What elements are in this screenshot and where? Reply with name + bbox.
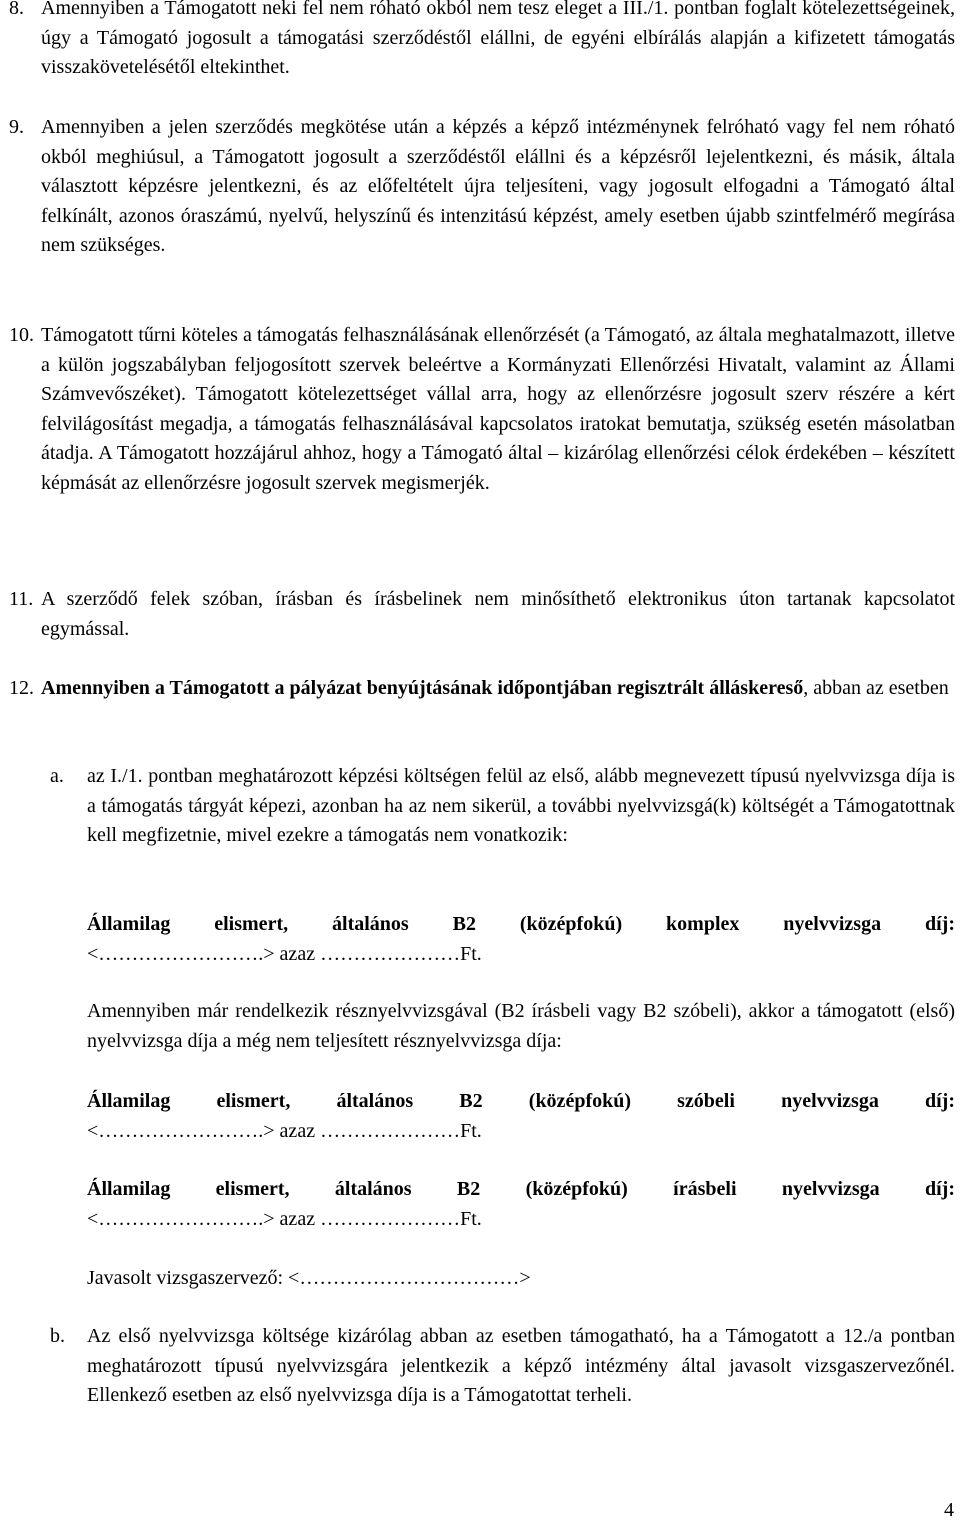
sub-item-b — [50, 1322, 955, 1411]
paragraph-12 — [9, 674, 955, 704]
paragraph-text: Amennyiben a Támogatott neki fel nem róható okból nem tesz eleget a III./1. pontban foglalt kötelezettségeinek, úgy a Támogató jogosult a támogatási szerződéstől elállni, de egyéni elbírálás alapján a kifizetett támogatás visszakövetelésétől eltekinthet. — [41, 0, 955, 79]
partial-exam-text: Amennyiben már rendelkezik résznyelvvizsgával (B2 írásbeli vagy B2 szóbeli), akkor a támogatott (első) nyelvvizsga díja a még nem teljesített résznyelvvizsga díja: — [87, 1000, 955, 1052]
paragraph-11 — [9, 585, 955, 644]
paragraph-number: 10. — [9, 324, 34, 346]
paragraph-text: Támogatott tűrni köteles a támogatás felhasználásának ellenőrzését (a Támogató, az általa meghatalmazott, illetve a külön jogszabályban feljogosított szervek beleértve a Kormányzati Ellenőrzési Hivatalt, valamint az Állami Számvevőszéket). Támogatott kötelezettséget vállal arra, hogy az ellenőrzésre jogosult szerv részére a kért felvilágosítást megadja, a támogatás felhasználásával kapcsolatos iratokat bemutatja, szükség esetén másolatban átadja. A Támogatott hozzájárul ahhoz, hogy a Támogató által – kizárólag ellenőrzési célok érdekében – készített képmását az ellenőrzésre jogosult szervek megismerjék. — [41, 324, 955, 494]
paragraph-text: Amennyiben a jelen szerződés megkötése után a képzés a képző intézménynek felróható vagy fel nem róható okból meghiúsul, a Támogatott jogosult a szerződéstől elállni és a képzésről lejelentkezni, és másik, általa választott képzésre jelentkezni, és az előfeltételt újra teljesíteni, vagy jogosult elfogadni a Támogató által felkínált, azonos óraszámú, nyelvű, helyszínű és intenzitású képzést, amely esetben újabb szintfelmérő megírása nem szükséges. — [41, 116, 955, 257]
paragraph-number: 9. — [9, 116, 24, 138]
paragraph-9 — [9, 113, 955, 261]
paragraph-number: 11. — [9, 588, 34, 610]
fee-written — [87, 1175, 955, 1234]
fee-written-value: <…………………….> azaz …………………Ft. — [87, 1207, 482, 1230]
paragraph-text: A szerződő felek szóban, írásban és írásbelinek nem minősíthető elektronikus úton tartanak kapcsolatot egymással. — [41, 588, 955, 640]
paragraph-12-rest-text: , abban az esetben — [803, 677, 949, 699]
fee-complex-label: Államilag elismert, általános B2 (középfokú) komplex nyelvvizsga díj: — [87, 913, 955, 935]
fee-written-label: Államilag elismert, általános B2 (középfokú) írásbeli nyelvvizsga díj: — [87, 1178, 955, 1200]
fee-complex — [87, 910, 955, 969]
fee-oral — [87, 1087, 955, 1146]
sub-item-text: az I./1. pontban meghatározott képzési költségen felül az első, alább megnevezett típusú nyelvvizsga díja is a támogatás tárgyát képezi, azonban ha az nem sikerül, a további nyelvvizsgá(k) költségét a Támogatottnak kell megfizetnie, mivel ezekre a támogatás nem vonatkozik: — [87, 765, 955, 847]
paragraph-8 — [9, 0, 955, 83]
sub-item-letter: a. — [50, 765, 64, 787]
sub-item-letter: b. — [50, 1325, 65, 1347]
paragraph-10 — [9, 321, 955, 499]
fee-oral-value: <…………………….> azaz …………………Ft. — [87, 1119, 482, 1142]
paragraph-12-bold-text: Amennyiben a Támogatott a pályázat benyújtásának időpontjában regisztrált álláskereső — [41, 677, 804, 699]
sub-item-text: Az első nyelvvizsga költsége kizárólag abban az esetben támogatható, ha a Támogatott a 12./a pontban meghatározott típusú nyelvvizsgára jelentkezik a képző intézmény által javasolt vizsgaszervezőnél. Ellenkező esetben az első nyelvvizsga díja is a Támogatottat terheli. — [87, 1325, 955, 1407]
paragraph-number: 8. — [9, 0, 24, 19]
paragraph-number: 12. — [9, 677, 34, 699]
paragraph-text — [41, 674, 955, 704]
fee-oral-label: Államilag elismert, általános B2 (középfokú) szóbeli nyelvvizsga díj: — [87, 1090, 955, 1112]
sub-item-a — [50, 762, 955, 851]
page-number: 4 — [944, 1499, 954, 1521]
fee-complex-value: <…………………….> azaz …………………Ft. — [87, 942, 482, 965]
suggested-organizer: Javasolt vizsgaszervező: <……………………………> — [87, 1267, 531, 1289]
